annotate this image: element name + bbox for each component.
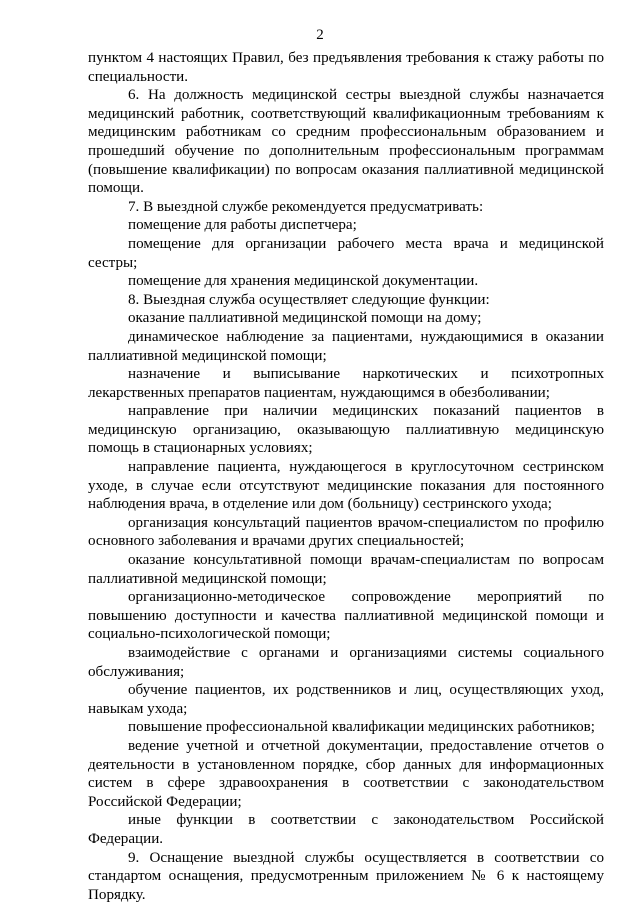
paragraph: обучение пациентов, их родственников и лиц, осуществляющих уход, навыкам ухода; — [88, 682, 604, 717]
paragraph: динамическое наблюдение за пациентами, нуждающимися в оказании паллиативной медицинской помощи; — [88, 328, 604, 364]
paragraph: организация консультаций пациентов врачом-специалистом по профилю основного заболевания и врачами других специальностей; — [88, 514, 604, 550]
paragraph: 7. В выездной службе рекомендуется предусматривать: — [128, 198, 484, 215]
paragraph: взаимодействие с органами и организациями системы социального обслуживания; — [88, 645, 604, 680]
paragraph: оказание паллиативной медицинской помощи на дому; — [128, 310, 482, 327]
paragraph: 8. Выездная служба осуществляет следующие функции: — [128, 291, 490, 308]
paragraph: направление пациента, нуждающегося в круглосуточном сестринском уходе, в случае если отсутствуют медицинские показания для постоянного наблюдения врача, в отделение или дом (больницу) сестринского ухода; — [88, 459, 604, 513]
paragraph: ведение учетной и отчетной документации, предоставление отчетов о деятельности в установленном порядке, сбор данных для информационных систем в сфере здравоохранения в соответствии с законодательством Российской Федерации; — [88, 737, 604, 810]
paragraph: помещение для организации рабочего места врача и медицинской сестры; — [88, 235, 604, 271]
paragraph: помещение для хранения медицинской документации. — [128, 273, 479, 290]
document-body — [88, 49, 604, 904]
paragraph: помещение для работы диспетчера; — [128, 217, 357, 234]
paragraph: 6. На должность медицинской сестры выездной службы назначается медицинский работник, соответствующий квалификационным требованиям к медицинским работникам со средним профессиональным образованием и прошедший обучение по дополнительным профессиональным программам (повышение квалификации) по вопросам оказания паллиативной медицинской помощи. — [88, 87, 604, 197]
paragraph: организационно-методическое сопровождение мероприятий по повышению доступности и качества паллиативной медицинской помощи и социально-психологической помощи; — [88, 589, 604, 643]
paragraph: пунктом 4 настоящих Правил, без предъявления требования к стажу работы по специальности. — [88, 50, 604, 85]
page-number: 2 — [316, 27, 324, 43]
paragraph: 9. Оснащение выездной службы осуществляется в соответствии со стандартом оснащения, предусмотренным приложением № 6 к настоящему Порядку. — [88, 849, 604, 903]
paragraph: иные функции в соответствии с законодательством Российской Федерации. — [88, 812, 604, 847]
paragraph: направление при наличии медицинских показаний пациентов в медицинскую организацию, оказывающую паллиативную медицинскую помощь в стационарных условиях; — [88, 403, 604, 457]
paragraph: оказание консультативной помощи врачам-специалистам по вопросам паллиативной медицинской помощи; — [88, 552, 604, 587]
paragraph: повышение профессиональной квалификации медицинских работников; — [128, 719, 595, 736]
paragraph: назначение и выписывание наркотических и психотропных лекарственных препаратов пациентам, нуждающимся в обезболивании; — [88, 366, 604, 401]
